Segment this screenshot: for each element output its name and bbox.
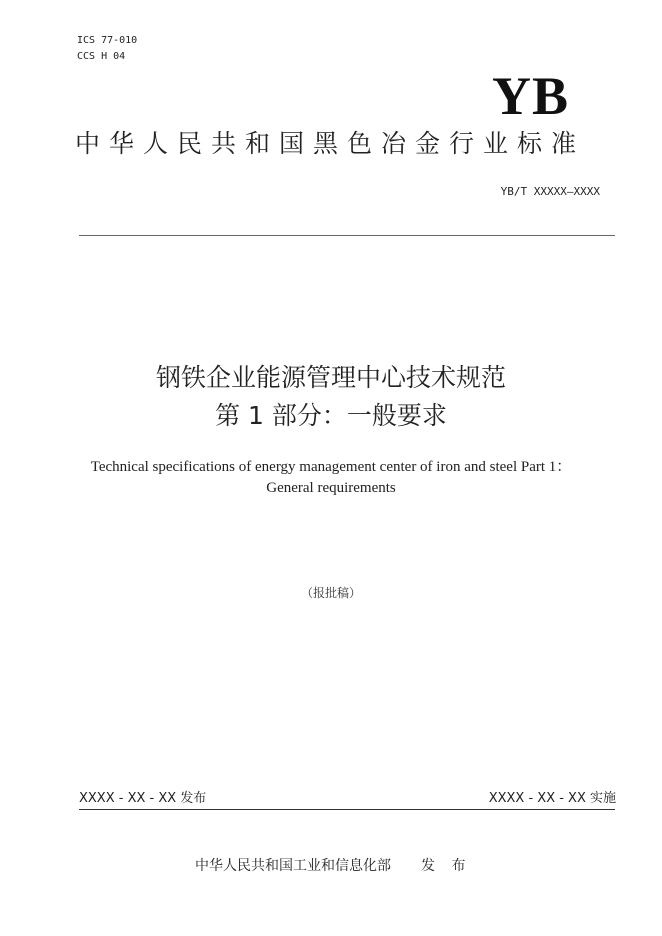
- footer-divider: [79, 809, 615, 810]
- yb-logo: YB: [491, 66, 569, 126]
- header-divider: [79, 235, 615, 236]
- issuer-action: 发 布: [421, 858, 472, 874]
- issue-date: XXXX - XX - XX 发布: [79, 791, 207, 806]
- issuer-name: 中华人民共和国工业和信息化部: [195, 858, 391, 874]
- english-title-line2: General requirements: [266, 480, 396, 496]
- draft-stage: （报批稿）: [300, 586, 361, 600]
- standard-number: YB/T XXXXX—XXXX: [500, 185, 600, 198]
- ccs-code: CCS H 04: [77, 51, 126, 62]
- issuing-authority: [195, 856, 471, 876]
- english-title: [0, 457, 662, 499]
- industry-standard-title: 中华人民共和国黑色冶金行业标准: [75, 129, 586, 158]
- implementation-date: XXXX - XX - XX 实施: [488, 791, 616, 806]
- document-subtitle: 第 1 部分：一般要求: [215, 401, 447, 430]
- classification-codes: [77, 33, 137, 65]
- document-title: 钢铁企业能源管理中心技术规范: [155, 363, 506, 392]
- english-title-line1: Technical specifications of energy management center of iron and steel Part 1：: [90, 459, 572, 475]
- ics-code: ICS 77-010: [77, 35, 138, 46]
